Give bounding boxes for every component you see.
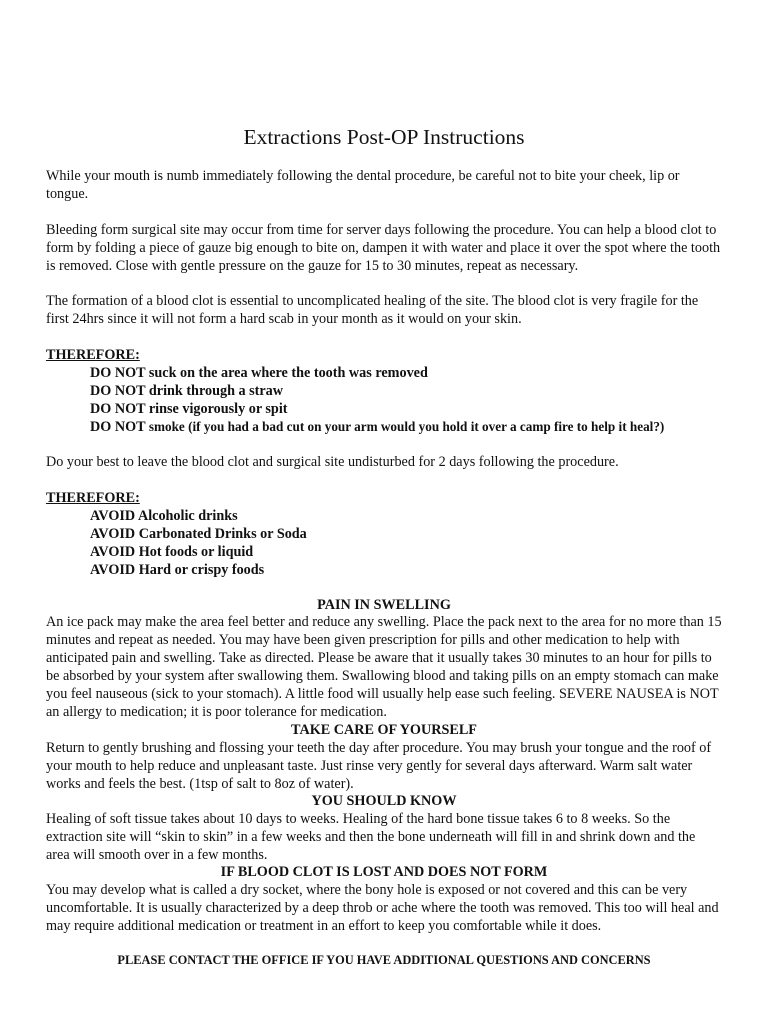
blood-clot-paragraph: The formation of a blood clot is essential to uncomplicated healing of the site. The blood clot is very fragile for the first 24hrs since it will not form a hard scab in your month as it would on your skin. — [46, 293, 699, 327]
section-heading-dry-socket: IF BLOOD CLOT IS LOST AND DOES NOT FORM — [220, 864, 548, 880]
bleeding-paragraph: Bleeding form surgical site may occur from time for server days following the procedure. You can help a blood clot to form by folding a piece of gauze big enough to bite on, dampen it with water and place it over the spot where the tooth is removed. Close with gentle pressure on the gauze for 15 to 30 minutes, repeat as necessary. — [46, 222, 721, 274]
do-not-text: rinse vigorously or spit — [148, 401, 288, 417]
avoid-keyword: AVOID — [90, 544, 136, 560]
do-not-keyword: DO NOT — [90, 401, 146, 417]
do-not-item — [90, 382, 283, 400]
avoid-text: Alcoholic drinks — [137, 508, 238, 524]
section-text-dry-socket: You may develop what is called a dry socket, where the bony hole is exposed or not covered and this can be very uncomfortable. It is usually characterized by a deep throb or ache where the tooth was removed. This too will heal and may require additional medication or treatment in an effort to keep you comfortable while it does. — [46, 882, 719, 934]
avoid-keyword: AVOID — [90, 526, 136, 542]
therefore-heading-1: THEREFORE: — [46, 347, 140, 363]
document-title: Extractions Post-OP Instructions — [243, 125, 525, 149]
avoid-item — [90, 543, 253, 561]
do-not-keyword: DO NOT — [90, 365, 146, 381]
section-text-know: Healing of soft tissue takes about 10 days to weeks. Healing of the hard bone tissue takes 6 to 8 weeks. So the extraction site will “skin to skin” in a few weeks and then the bone underneath will fill in and shrink down and the area will smooth over in a few months. — [46, 811, 696, 863]
avoid-keyword: AVOID — [90, 508, 136, 524]
avoid-item — [90, 507, 238, 525]
therefore-heading-2: THEREFORE: — [46, 490, 140, 506]
avoid-item — [90, 561, 264, 579]
section-heading-care: TAKE CARE OF YOURSELF — [291, 722, 477, 738]
undisturbed-paragraph: Do your best to leave the blood clot and surgical site undisturbed for 2 days following the procedure. — [46, 454, 619, 470]
do-not-keyword: DO NOT — [90, 383, 146, 399]
avoid-text: Hot foods or liquid — [138, 544, 254, 560]
intro-paragraph: While your mouth is numb immediately following the dental procedure, be careful not to bite your cheek, lip or tongue. — [46, 168, 680, 202]
do-not-item — [90, 400, 287, 418]
section-text-pain: An ice pack may make the area feel better and reduce any swelling. Place the pack next to the area for no more than 15 minutes and repeat as needed. You may have been given prescription for pills and other medication to help with anticipated pain and swelling. Take as directed. Please be aware that it usually takes 30 minutes to an hour for pills to be absorbed by your system after swallowing them. Swallowing blood and taking pills on an empty stomach can make you feel nauseous (sick to your stomach). A little food will usually help ease such feeling. SEVERE NAUSEA is NOT an allergy to medication; it is poor tolerance for medication. — [46, 614, 722, 720]
do-not-text: suck on the area where the tooth was removed — [148, 365, 428, 381]
do-not-keyword: DO NOT — [90, 419, 146, 435]
avoid-item — [90, 525, 307, 543]
do-not-text: drink through a straw — [148, 383, 284, 399]
avoid-text: Carbonated Drinks or Soda — [138, 526, 307, 542]
do-not-item — [90, 364, 428, 382]
do-not-item — [90, 418, 664, 436]
section-heading-know: YOU SHOULD KNOW — [311, 793, 457, 809]
avoid-text: Hard or crispy foods — [138, 562, 265, 578]
section-heading-pain: PAIN IN SWELLING — [317, 597, 451, 613]
do-not-text: smoke (if you had a bad cut on your arm would you hold it over a camp fire to help it heal?) — [148, 419, 665, 434]
contact-footer: PLEASE CONTACT THE OFFICE IF YOU HAVE ADDITIONAL QUESTIONS AND CONCERNS — [117, 953, 651, 967]
section-text-care: Return to gently brushing and flossing your teeth the day after procedure. You may brush your tongue and the roof of your mouth to help reduce and unpleasant taste. Just rinse very gently for several days afterward. Warm salt water works and feels the best. (1tsp of salt to 8oz of water). — [46, 740, 712, 792]
avoid-keyword: AVOID — [90, 562, 136, 578]
